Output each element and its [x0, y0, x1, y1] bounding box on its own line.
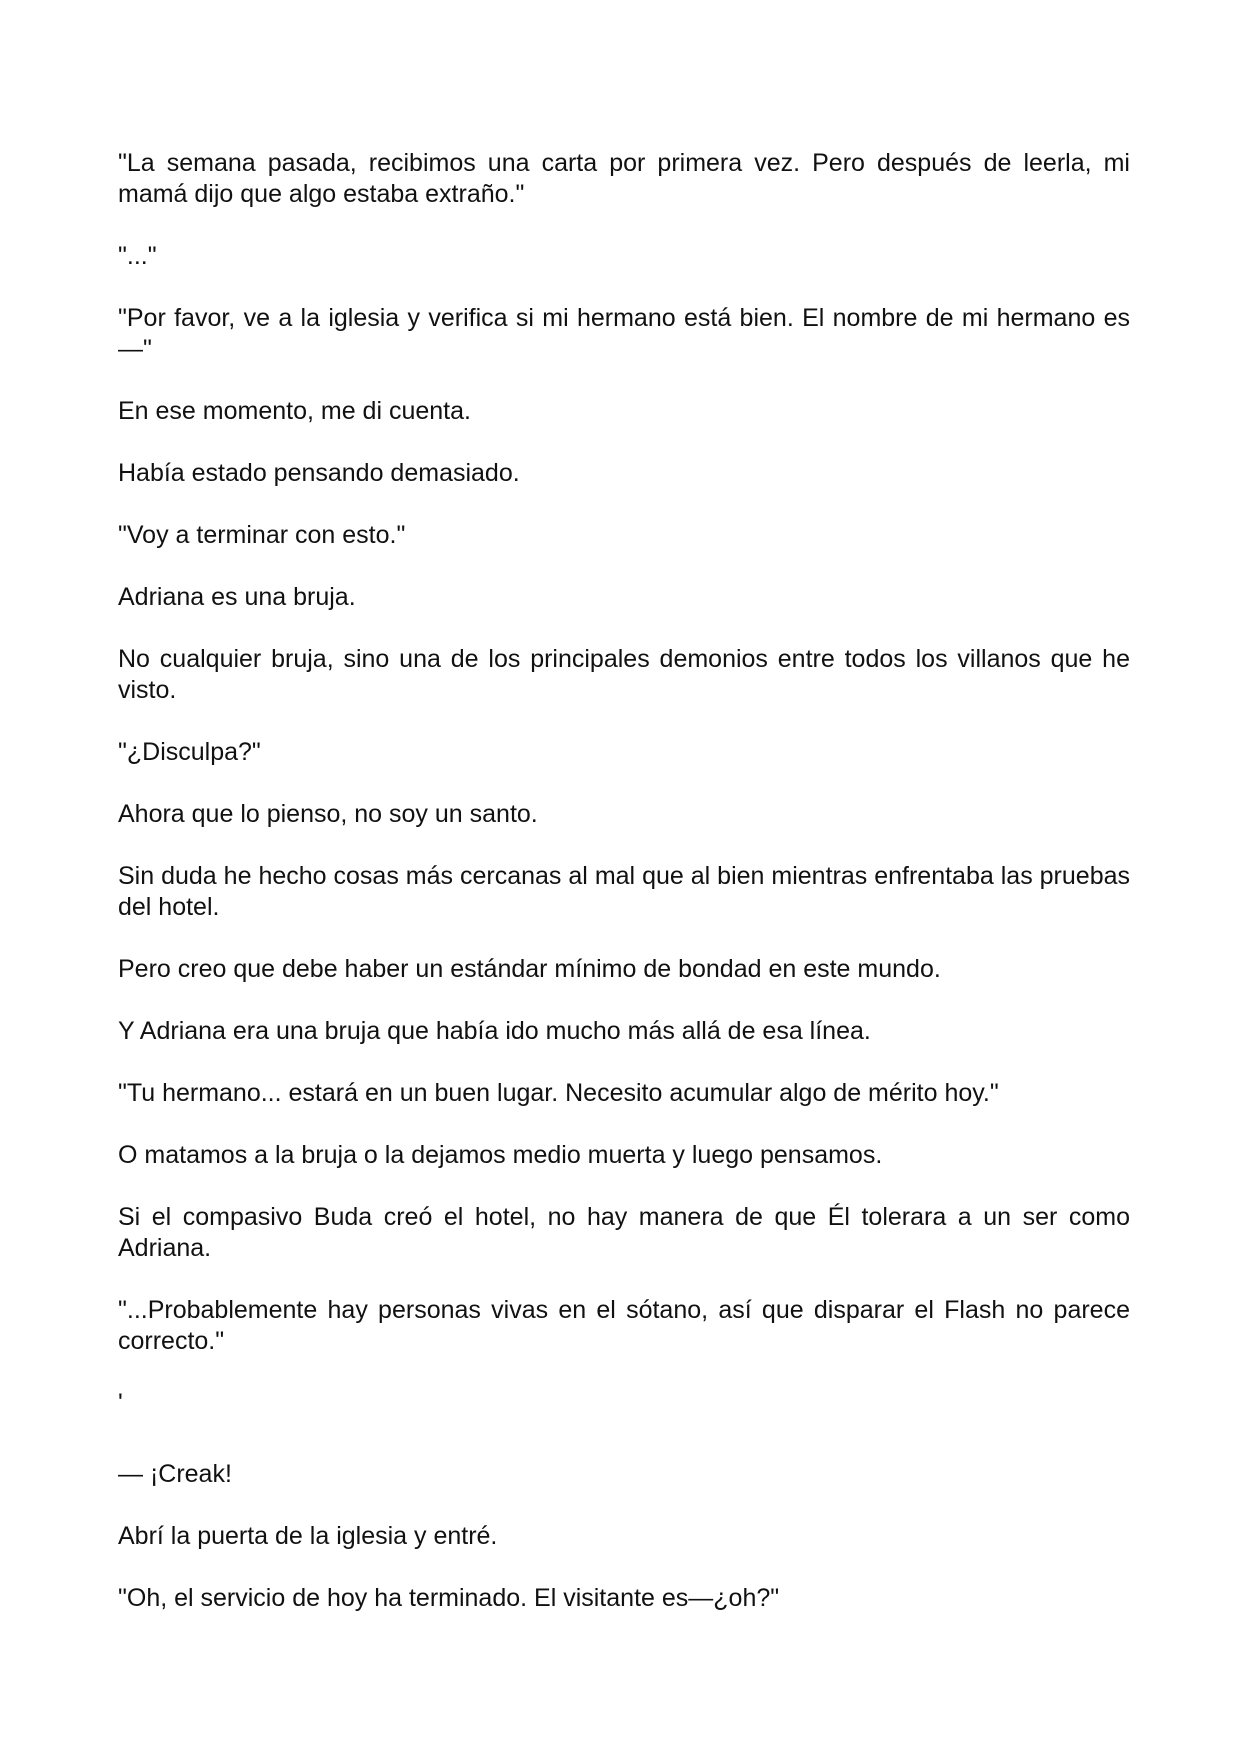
paragraph: En ese momento, me di cuenta.	[118, 397, 471, 425]
paragraph: Adriana es una bruja.	[118, 583, 356, 611]
paragraph: "Por favor, ve a la iglesia y verifica si mi hermano está bien. El nombre de mi hermano es—"	[118, 304, 1130, 363]
paragraph: "...Probablemente hay personas vivas en el sótano, así que disparar el Flash no parece correcto."	[118, 1296, 1130, 1355]
paragraph: "¿Disculpa?"	[118, 738, 261, 766]
paragraph: O matamos a la bruja o la dejamos medio muerta y luego pensamos.	[118, 1141, 883, 1169]
stray-mark: '	[118, 1389, 123, 1417]
body-text	[118, 148, 1130, 1645]
paragraph: "Oh, el servicio de hoy ha terminado. El visitante es—¿oh?"	[118, 1584, 780, 1612]
paragraph: Sin duda he hecho cosas más cercanas al mal que al bien mientras enfrentaba las pruebas del hotel.	[118, 862, 1130, 921]
paragraph: "..."	[118, 242, 157, 270]
paragraph: — ¡Creak!	[118, 1460, 232, 1488]
paragraph: Abrí la puerta de la iglesia y entré.	[118, 1522, 498, 1550]
paragraph: Había estado pensando demasiado.	[118, 459, 520, 487]
paragraph: No cualquier bruja, sino una de los principales demonios entre todos los villanos que he visto.	[118, 645, 1130, 704]
paragraph: "Voy a terminar con esto."	[118, 521, 406, 549]
paragraph: Pero creo que debe haber un estándar mínimo de bondad en este mundo.	[118, 955, 941, 983]
paragraph: Si el compasivo Buda creó el hotel, no hay manera de que Él tolerara a un ser como Adriana.	[118, 1203, 1130, 1262]
paragraph: "Tu hermano... estará en un buen lugar. Necesito acumular algo de mérito hoy."	[118, 1079, 999, 1107]
paragraph: Ahora que lo pienso, no soy un santo.	[118, 800, 538, 828]
paragraph: Y Adriana era una bruja que había ido mucho más allá de esa línea.	[118, 1017, 871, 1045]
paragraph: "La semana pasada, recibimos una carta por primera vez. Pero después de leerla, mi mamá dijo que algo estaba extraño."	[118, 149, 1130, 208]
